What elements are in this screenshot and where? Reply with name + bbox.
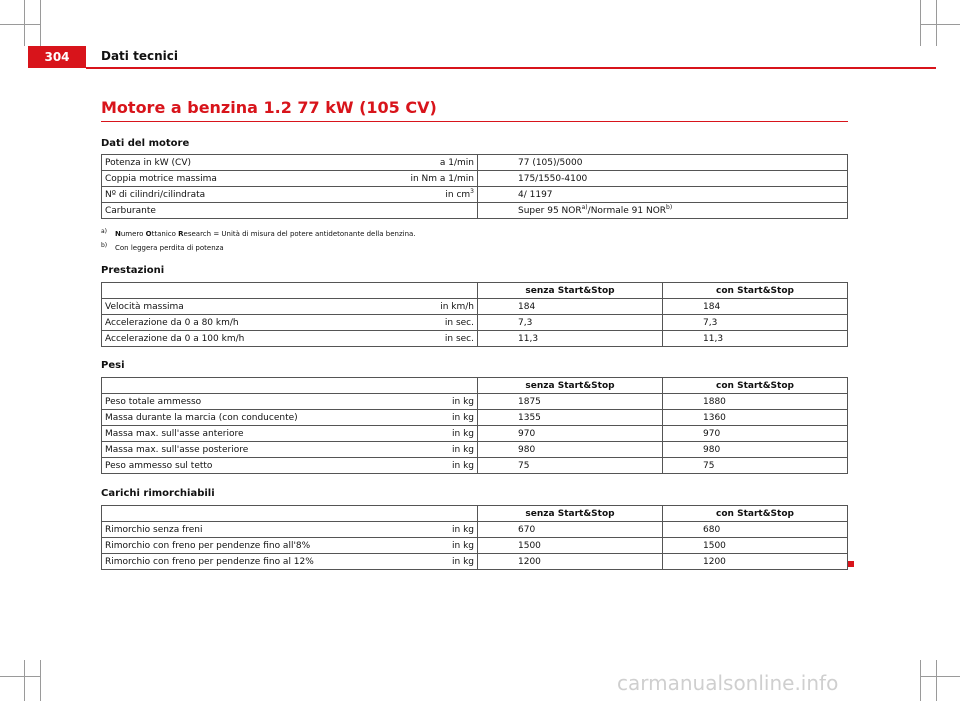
end-of-section-icon [848,561,854,567]
column-header: senza Start&Stop [478,378,663,394]
table-cell [102,155,478,171]
row-label: Carburante [105,205,156,216]
table-cell: 970 [478,426,663,442]
table-cell: 75 [478,458,663,474]
row-unit: in kg [452,460,474,471]
table-cell: 980 [663,442,848,458]
row-unit: in km/h [440,301,474,312]
row-unit: in kg [452,540,474,551]
table-cell: 4/ 1197 [478,187,848,203]
table-cell: 1880 [663,394,848,410]
column-header: senza Start&Stop [478,283,663,299]
performance-title: Prestazioni [101,265,165,276]
row-unit: in sec. [444,333,474,344]
table-cell [102,171,478,187]
row-label: Rimorchio senza freni [105,524,203,535]
table-cell [102,187,478,203]
table-cell [102,442,478,458]
row-label: Massa durante la marcia (con conducente) [105,412,298,423]
row-label: Velocità massima [105,301,184,312]
row-label: Massa max. sull'asse posteriore [105,444,249,455]
table-cell: 11,3 [478,331,663,347]
footnote-bold: R [178,230,184,238]
row-label: Accelerazione da 0 a 80 km/h [105,317,239,328]
row-label: Potenza in kW (CV) [105,157,191,168]
header-cell-empty [102,378,478,394]
column-header: con Start&Stop [663,506,848,522]
crop-mark [24,660,25,701]
fuel-value: Super 95 NOR [518,205,582,216]
page-title: Motore a benzina 1.2 77 kW (105 CV) [101,98,437,117]
row-label: Nº di cilindri/cilindrata [105,189,206,200]
table-cell [102,331,478,347]
table-row [102,315,848,331]
crop-mark [920,676,960,677]
engine-title: Dati del motore [101,138,190,149]
table-cell: 670 [478,522,663,538]
trailer-title: Carichi rimorchiabili [101,488,215,499]
table-cell: 11,3 [663,331,848,347]
title-rule [101,121,848,122]
table-cell: 970 [663,426,848,442]
crop-mark [936,0,937,46]
table-header-row [102,506,848,522]
table-cell: 175/1550-4100 [478,171,848,187]
row-unit: in kg [452,524,474,535]
table-cell [102,203,478,219]
crop-mark [936,660,937,701]
table-row [102,394,848,410]
table-row [102,458,848,474]
table-cell [102,458,478,474]
table-row [102,538,848,554]
footnote-mark: a) [101,228,108,235]
table-cell: 1500 [478,538,663,554]
table-row [102,331,848,347]
footnote-bold: O [145,230,152,238]
table-header-row [102,378,848,394]
table-row [102,522,848,538]
table-row [102,203,848,219]
row-label: Rimorchio con freno per pendenze fino all'8% [105,540,311,551]
performance-table [101,282,848,347]
row-label: Peso totale ammesso [105,396,202,407]
table-cell: 1875 [478,394,663,410]
table-cell: 184 [478,299,663,315]
crop-mark [920,0,921,46]
table-cell: 980 [478,442,663,458]
weights-table [101,377,848,474]
table-cell: 1355 [478,410,663,426]
table-cell: 7,3 [478,315,663,331]
crop-mark [0,676,40,677]
row-unit: in kg [452,444,474,455]
row-unit: in sec. [444,317,474,328]
footnote-a [101,230,416,238]
table-header-row [102,283,848,299]
table-cell [102,299,478,315]
table-cell: 77 (105)/5000 [478,155,848,171]
table-cell [102,426,478,442]
table-cell [102,394,478,410]
table-cell [102,410,478,426]
table-cell [102,538,478,554]
trailer-table [101,505,848,570]
section-title: Dati tecnici [101,49,178,63]
table-cell [478,203,848,219]
column-header: con Start&Stop [663,378,848,394]
row-unit: in kg [452,556,474,567]
table-row [102,426,848,442]
row-unit: in kg [452,428,474,439]
row-label: Accelerazione da 0 a 100 km/h [105,333,245,344]
crop-mark [24,0,25,46]
table-cell: 1360 [663,410,848,426]
footnote-mark: b) [101,242,108,249]
row-unit: a 1/min [439,157,474,168]
unit-superscript: 3 [470,187,474,195]
row-unit: in kg [452,412,474,423]
engine-table [101,154,848,219]
row-unit: in cm [445,189,471,200]
table-cell [102,315,478,331]
header-cell-empty [102,506,478,522]
crop-mark [40,0,41,46]
crop-mark [920,660,921,701]
column-header: con Start&Stop [663,283,848,299]
table-row [102,155,848,171]
footnote-bold: N [115,230,121,238]
table-cell: 1200 [663,554,848,570]
table-cell: 75 [663,458,848,474]
table-cell: 7,3 [663,315,848,331]
footnote-b [101,244,224,252]
table-cell [102,522,478,538]
footnote-ref: a) [581,203,588,211]
crop-mark [0,24,40,25]
row-label: Coppia motrice massima [105,173,217,184]
crop-mark [40,660,41,701]
footnote-text: ttanico [151,230,179,238]
row-label: Peso ammesso sul tetto [105,460,213,471]
weights-title: Pesi [101,360,125,371]
table-cell: 1200 [478,554,663,570]
row-label: Massa max. sull'asse anteriore [105,428,244,439]
column-header: senza Start&Stop [478,506,663,522]
footnote-text: Con leggera perdita di potenza [115,244,224,252]
header-cell-empty [102,283,478,299]
table-cell: 680 [663,522,848,538]
footnote-ref: b) [666,203,673,211]
crop-mark [920,24,960,25]
fuel-value: /Normale 91 NOR [587,205,667,216]
watermark: carmanualsonline.info [617,671,839,695]
table-cell: 1500 [663,538,848,554]
page-number: 304 [28,46,86,68]
table-row [102,554,848,570]
table-row [102,442,848,458]
table-row [102,410,848,426]
row-unit: in Nm a 1/min [410,173,474,184]
row-unit: in kg [452,396,474,407]
row-label: Rimorchio con freno per pendenze fino al 12% [105,556,314,567]
header-rule [86,67,936,69]
footnote-text: umero [120,230,146,238]
table-row [102,171,848,187]
table-cell: 184 [663,299,848,315]
table-row [102,187,848,203]
table-cell [102,554,478,570]
table-row [102,299,848,315]
footnote-text: esearch = Unità di misura del potere antidetonante della benzina. [183,230,416,238]
